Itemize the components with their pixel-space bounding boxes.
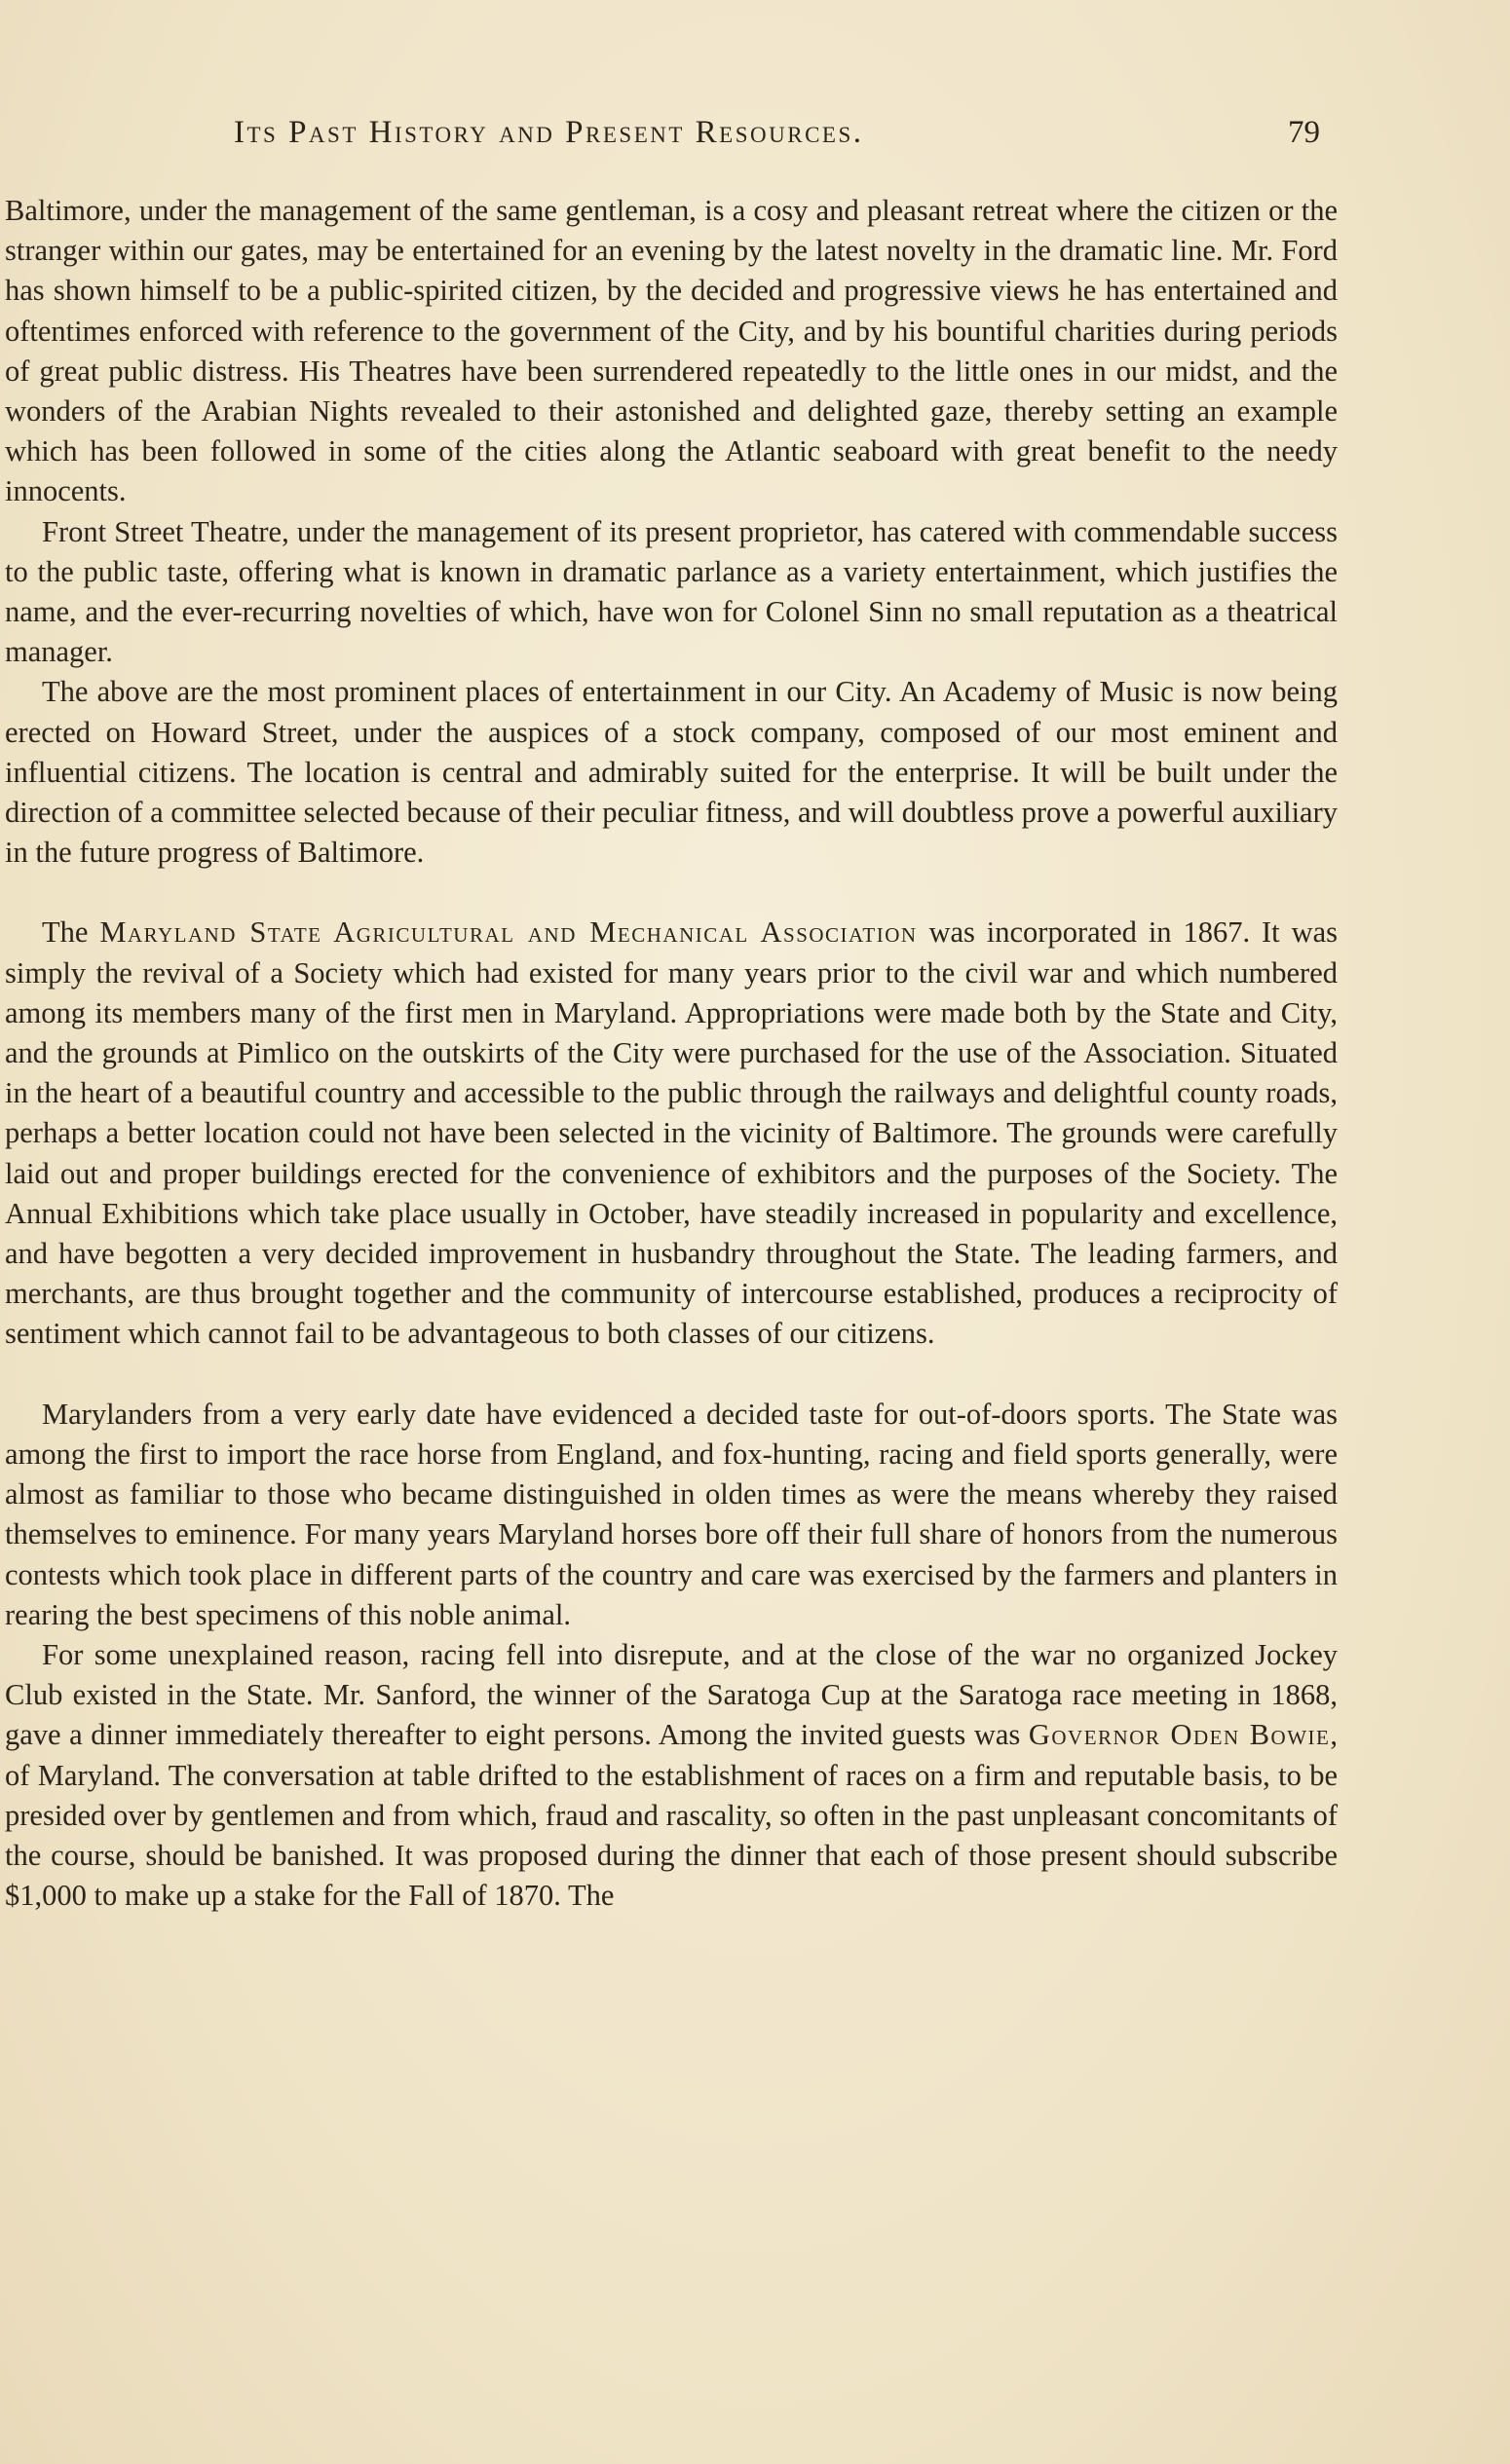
paragraph-front-street-theatre: Front Street Theatre, under the management of its present proprietor, has catered with commendable success to the public taste, offering what is known in dramatic parlance as a variety entertainment, which justifies the name, and the ever-recurring novelties of which, have won for Colonel Sinn no small reputation as a theatrical manager. xyxy=(5,514,1338,669)
paragraph-lead-text: For some unexplained reason, racing fell into disrepute, and at the close of the war no organized Jockey Club existed in the State. Mr. Sanford, the winner of the Saratoga Cup at the Saratoga race meeting in 1868, gave a dinner immediately thereafter to eight persons. Among the invited guests was xyxy=(5,1637,1338,1752)
paragraph-academy-of-music: The above are the most prominent places of entertainment in our City. An Academy of Music is now being erected on Howard Street, under the auspices of a stock company, composed of our most eminent and influential citizens. The location is central and admirably suited for the enterprise. It will be built under the direction of a committee selected because of their peculiar fitness, and will doubtless prove a powerful auxiliary in the future progress of Baltimore. xyxy=(5,675,1338,870)
paragraph-agricultural-association xyxy=(5,913,1338,1354)
paragraph-body-text: was incorporated in 1867. It was simply the revival of a Society which had existed for many years prior to the civil war and which numbered among its members many of the first men in Maryland. Appropriations were made both by the State and City, and the grounds at Pimlico on the outskirts of the City were purchased for the use of the Association. Situated in the heart of a beautiful country and accessible to the public through the railways and delightful county roads, perhaps a better location could not have been selected in the vicinity of Baltimore. The grounds were carefully laid out and proper buildings erected for the convenience of exhibitors and the purposes of the Society. The Annual Exhibitions which take place usually in October, have steadily increased in popularity and excellence, and have begotten a very decided improvement in husbandry throughout the State. The leading farmers, and merchants, are thus brought together and the community of intercourse established, produces a reciprocity of sentiment which cannot fail to be advantageous to both classes of our citizens. xyxy=(5,915,1338,1351)
paragraph-jockey-club xyxy=(5,1635,1338,1916)
paragraph-theatre-ford: Baltimore, under the management of the same gentleman, is a cosy and pleasant retreat where the citizen or the stranger within our gates, may be entertained for an evening by the latest novelty in the dramatic line. Mr. Ford has shown himself to be a public-spirited citizen, by the decided and progressive views he has entertained and oftentimes enforced with reference to the government of the City, and by his bountiful charities during periods of great public distress. His Theatres have been surrendered repeatedly to the little ones in our midst, and the wonders of the Arabian Nights revealed to their astonished and delighted gaze, thereby setting an example which has been followed in some of the cities along the Atlantic seaboard with great benefit to the needy innocents. xyxy=(5,194,1338,508)
page-header xyxy=(0,115,1510,164)
paragraph-body-text: , of Maryland. The conversation at table drifted to the establishment of races on a firm and reputable basis, to be presided over by gentlemen and from which, fraud and rascality, so often in the past unpleasant concomitants of the course, should be banished. It was proposed during the dinner that each of those present should subscribe $1,000 to make up a stake for the Fall of 1870. The xyxy=(5,1718,1338,1913)
page-number: 79 xyxy=(1288,115,1320,150)
paragraph-outdoor-sports: Marylanders from a very early date have evidenced a decided taste for out-of-doors sports. The State was among the first to import the race horse from England, and fox-hunting, racing and field sports generally, were almost as familiar to those who became distinguished in olden times as were the means whereby they raised themselves to eminence. For many years Maryland horses bore off their full share of honors from the numerous contests which took place in different parts of the country and care was exercised by the farmers and planters in rearing the best specimens of this noble animal. xyxy=(5,1397,1338,1631)
association-name: Maryland State Agricultural and Mechanical Association xyxy=(99,915,918,950)
body-text xyxy=(5,191,1338,1916)
governor-name: Governor Oden Bowie xyxy=(1028,1718,1331,1752)
running-head: Its Past History and Present Resources. xyxy=(234,115,864,150)
paragraph-lead-text: The xyxy=(42,915,100,950)
